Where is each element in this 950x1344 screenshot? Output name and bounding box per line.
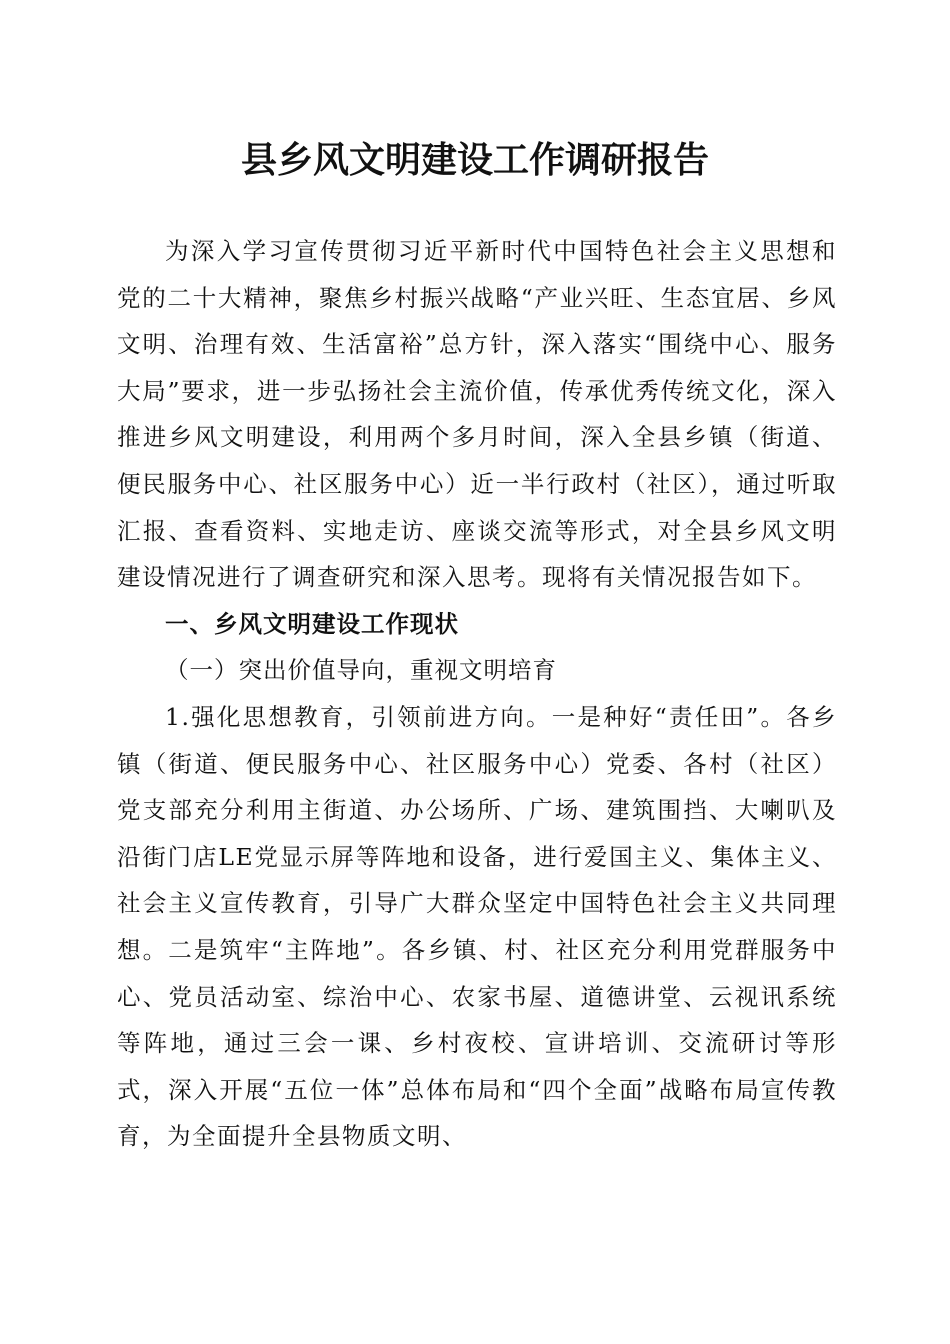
subsection-heading: （一）突出价值导向，重视文明培育 [165,656,557,685]
document-title: 县乡风文明建设工作调研报告 [240,139,709,181]
item-paragraph: 1.强化思想教育，引领前进方向。一是种好“责任田”。各乡镇（街道、便民服务中心、社区服务中心）党委、各村（社区）党支部充分利用主街道、办公场所、广场、建筑围挡、大喇叭及沿街门店LE党显示屏等阵地和设备，进行爱国主义、集体主义、社会主义宣传教育，引导广大群众坚定中国特色社会主义共同理想。二是筑牢“主阵地”。各乡镇、村、社区充分利用党群服务中心、党员活动室、综治中心、农家书屋、道德讲堂、云视讯系统等阵地，通过三会一课、乡村夜校、宣讲培训、交流研讨等形式，深入开展“五位一体”总体布局和“四个全面”战略布局宣传教育，为全面提升全县物质文明、 [117,702,837,1151]
intro-paragraph: 为深入学习宣传贯彻习近平新时代中国特色社会主义思想和党的二十大精神，聚焦乡村振兴战略“产业兴旺、生态宜居、乡风文明、治理有效、生活富裕”总方针，深入落实“围绕中心、服务大局”要求，进一步弘扬社会主流价值，传承优秀传统文化，深入推进乡风文明建设，利用两个多月时间，深入全县乡镇（街道、便民服务中心、社区服务中心）近一半行政村（社区），通过听取汇报、查看资料、实地走访、座谈交流等形式，对全县乡风文明建设情况进行了调查研究和深入思考。现将有关情况报告如下。 [117,237,837,592]
section-heading: 一、乡风文明建设工作现状 [165,609,459,638]
document-body [117,228,837,1160]
